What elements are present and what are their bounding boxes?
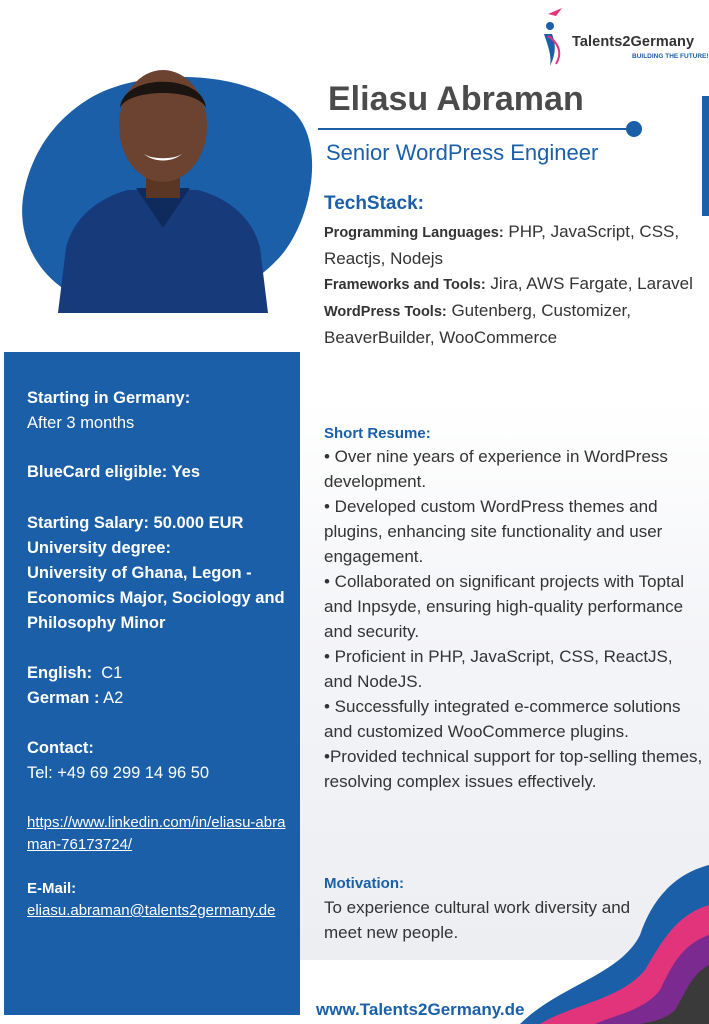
accent-bar	[702, 96, 709, 216]
education-info: Starting Salary: 50.000 EUR University degree: University of Ghana, Legon - Economics Major, Sociology and Philosophy Minor	[27, 514, 285, 632]
start-info: Starting in Germany: After 3 months	[27, 389, 191, 432]
bluecard-info: BlueCard eligible: Yes	[27, 463, 201, 481]
techstack-list	[324, 219, 704, 350]
phone-number: Tel: +49 69 299 14 96 50	[27, 764, 210, 782]
brand-tagline: BUILDING THE FUTURE!	[632, 53, 709, 60]
resume-heading: Short Resume:	[324, 425, 431, 442]
motivation-text: To experience cultural work diversity and meet new people.	[324, 898, 631, 942]
techstack-heading: TechStack:	[324, 193, 424, 214]
resume-bullet: • Proficient in PHP, JavaScript, CSS, ReactJS, and NodeJS.	[324, 647, 673, 691]
info-sidebar	[4, 352, 300, 1015]
motivation-heading: Motivation:	[324, 875, 404, 892]
techstack-item: WordPress Tools: Gutenberg, Customizer, BeaverBuilder, WooCommerce	[324, 301, 631, 347]
candidate-name: Eliasu Abraman	[328, 80, 584, 118]
email-link[interactable]: eliasu.abraman@talents2germany.de	[27, 902, 276, 919]
language-info	[27, 661, 295, 711]
resume-list	[324, 444, 704, 794]
footer-website[interactable]: www.Talents2Germany.de	[316, 1000, 525, 1019]
english-level: English: C1	[27, 664, 123, 682]
divider-dot	[626, 121, 642, 137]
resume-bullet: •Provided technical support for top-selling themes, resolving complex issues effectively.	[324, 747, 703, 791]
resume-bullet: • Successfully integrated e-commerce solutions and customized WooCommerce plugins.	[324, 697, 681, 741]
resume-bullet: • Developed custom WordPress themes and plugins, enhancing site functionality and user engagement.	[324, 497, 663, 566]
person-photo	[58, 48, 268, 313]
job-title: Senior WordPress Engineer	[326, 140, 599, 165]
techstack-item: Programming Languages: PHP, JavaScript, CSS, Reactjs, Nodejs	[324, 222, 680, 268]
linkedin-link[interactable]: https://www.linkedin.com/in/eliasu-abraman-76173724/	[27, 814, 286, 853]
decorative-waves	[500, 865, 709, 1024]
techstack-item: Frameworks and Tools: Jira, AWS Fargate, Laravel	[324, 274, 693, 293]
german-level: German : A2	[27, 689, 124, 707]
title-divider	[318, 128, 634, 130]
resume-bullet: • Collaborated on significant projects with Toptal and Inpsyde, ensuring high-quality performance and security.	[324, 572, 685, 641]
email-block: E-Mail: eliasu.abraman@talents2germany.de	[27, 880, 276, 919]
resume-bullet: • Over nine years of experience in WordPress development.	[324, 447, 668, 491]
linkedin-block	[27, 812, 295, 856]
contact-info: Contact: Tel: +49 69 299 14 96 50	[27, 739, 210, 782]
brand-name: Talents2Germany	[572, 34, 695, 50]
